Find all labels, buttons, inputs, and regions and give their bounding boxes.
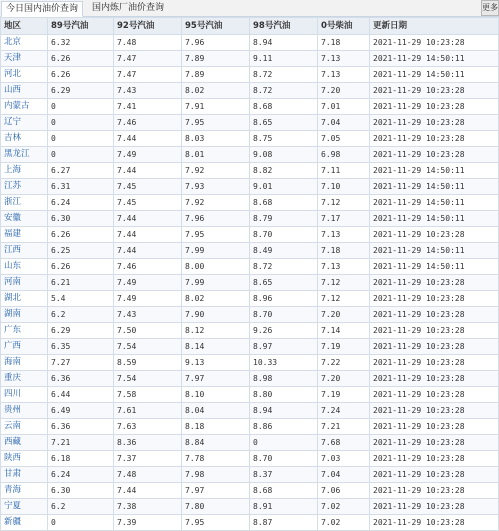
gasoline-89-cell: 6.26	[48, 67, 114, 83]
gasoline-95-cell: 7.99	[182, 243, 250, 259]
table-row	[1, 99, 499, 115]
header-gasoline-89: 89号汽油	[48, 18, 114, 35]
tab-refinery-oil-price[interactable]: 国内炼厂油价查询	[92, 3, 165, 13]
diesel-0-cell: 7.17	[318, 211, 370, 227]
gasoline-98-cell: 8.65	[250, 275, 318, 291]
gasoline-95-cell: 8.84	[182, 435, 250, 451]
region-cell[interactable]: 江西	[1, 243, 48, 259]
gasoline-95-cell: 7.98	[182, 467, 250, 483]
diesel-0-cell: 7.19	[318, 387, 370, 403]
gasoline-98-cell: 8.68	[250, 99, 318, 115]
region-cell[interactable]: 辽宁	[1, 115, 48, 131]
table-row	[1, 131, 499, 147]
region-cell[interactable]: 甘肃	[1, 467, 48, 483]
gasoline-98-cell: 8.87	[250, 515, 318, 531]
table-row	[1, 499, 499, 515]
table-row	[1, 275, 499, 291]
gasoline-95-cell: 7.97	[182, 371, 250, 387]
table-row	[1, 163, 499, 179]
gasoline-92-cell: 7.37	[114, 451, 182, 467]
region-cell[interactable]: 江苏	[1, 179, 48, 195]
tab-bar	[0, 0, 499, 17]
table-row	[1, 323, 499, 339]
gasoline-95-cell: 8.03	[182, 131, 250, 147]
region-cell[interactable]: 吉林	[1, 131, 48, 147]
gasoline-92-cell: 7.49	[114, 147, 182, 163]
region-cell[interactable]: 云南	[1, 419, 48, 435]
gasoline-98-cell: 8.70	[250, 451, 318, 467]
table-row	[1, 483, 499, 499]
tab-domestic-oil-price[interactable]: 今日国内油价查询	[1, 1, 83, 17]
update-date-cell: 2021-11-29 14:50:11	[370, 179, 499, 195]
oil-price-table	[0, 17, 499, 531]
region-cell[interactable]: 内蒙古	[1, 99, 48, 115]
header-diesel-0: 0号柴油	[318, 18, 370, 35]
gasoline-95-cell: 8.01	[182, 147, 250, 163]
table-row	[1, 51, 499, 67]
gasoline-89-cell: 6.30	[48, 211, 114, 227]
diesel-0-cell: 7.20	[318, 371, 370, 387]
diesel-0-cell: 7.21	[318, 419, 370, 435]
gasoline-95-cell: 7.91	[182, 99, 250, 115]
diesel-0-cell: 7.13	[318, 227, 370, 243]
gasoline-89-cell: 6.36	[48, 419, 114, 435]
update-date-cell: 2021-11-29 10:23:28	[370, 387, 499, 403]
gasoline-95-cell: 7.95	[182, 227, 250, 243]
table-row	[1, 307, 499, 323]
gasoline-89-cell: 6.21	[48, 275, 114, 291]
gasoline-92-cell: 7.54	[114, 371, 182, 387]
table-row	[1, 35, 499, 51]
update-date-cell: 2021-11-29 14:50:11	[370, 195, 499, 211]
table-row	[1, 243, 499, 259]
diesel-0-cell: 7.06	[318, 483, 370, 499]
gasoline-95-cell: 7.96	[182, 35, 250, 51]
region-cell[interactable]: 北京	[1, 35, 48, 51]
region-cell[interactable]: 安徽	[1, 211, 48, 227]
update-date-cell: 2021-11-29 10:23:28	[370, 275, 499, 291]
gasoline-89-cell: 6.36	[48, 371, 114, 387]
update-date-cell: 2021-11-29 10:23:28	[370, 403, 499, 419]
gasoline-89-cell: 6.29	[48, 83, 114, 99]
header-update-date: 更新日期	[370, 18, 499, 35]
update-date-cell: 2021-11-29 10:23:28	[370, 147, 499, 163]
gasoline-89-cell: 6.26	[48, 259, 114, 275]
table-row	[1, 147, 499, 163]
update-date-cell: 2021-11-29 10:23:28	[370, 371, 499, 387]
gasoline-92-cell: 7.38	[114, 499, 182, 515]
gasoline-98-cell: 8.70	[250, 227, 318, 243]
gasoline-92-cell: 8.36	[114, 435, 182, 451]
gasoline-89-cell: 0	[48, 115, 114, 131]
gasoline-92-cell: 7.48	[114, 467, 182, 483]
region-cell[interactable]: 青海	[1, 483, 48, 499]
gasoline-92-cell: 7.46	[114, 259, 182, 275]
table-row	[1, 179, 499, 195]
gasoline-98-cell: 8.98	[250, 371, 318, 387]
region-cell[interactable]: 四川	[1, 387, 48, 403]
update-date-cell: 2021-11-29 10:23:28	[370, 35, 499, 51]
diesel-0-cell: 7.04	[318, 115, 370, 131]
gasoline-98-cell: 8.79	[250, 211, 318, 227]
region-cell[interactable]: 贵州	[1, 403, 48, 419]
gasoline-95-cell: 7.95	[182, 515, 250, 531]
diesel-0-cell: 7.19	[318, 339, 370, 355]
table-row	[1, 467, 499, 483]
diesel-0-cell: 7.01	[318, 99, 370, 115]
diesel-0-cell: 7.12	[318, 275, 370, 291]
diesel-0-cell: 7.18	[318, 243, 370, 259]
update-date-cell: 2021-11-29 14:50:11	[370, 243, 499, 259]
gasoline-89-cell: 6.2	[48, 499, 114, 515]
update-date-cell: 2021-11-29 10:23:28	[370, 99, 499, 115]
gasoline-95-cell: 8.18	[182, 419, 250, 435]
gasoline-92-cell: 7.61	[114, 403, 182, 419]
gasoline-95-cell: 9.13	[182, 355, 250, 371]
update-date-cell: 2021-11-29 14:50:11	[370, 51, 499, 67]
region-cell[interactable]: 山东	[1, 259, 48, 275]
table-row	[1, 227, 499, 243]
gasoline-92-cell: 7.49	[114, 275, 182, 291]
update-date-cell: 2021-11-29 10:23:28	[370, 515, 499, 531]
gasoline-89-cell: 6.24	[48, 195, 114, 211]
gasoline-95-cell: 8.04	[182, 403, 250, 419]
diesel-0-cell: 7.04	[318, 467, 370, 483]
gasoline-95-cell: 7.96	[182, 211, 250, 227]
gasoline-98-cell: 8.94	[250, 35, 318, 51]
table-row	[1, 515, 499, 531]
gasoline-98-cell: 8.94	[250, 403, 318, 419]
region-cell[interactable]: 黑龙江	[1, 147, 48, 163]
gasoline-89-cell: 6.24	[48, 467, 114, 483]
gasoline-98-cell: 9.08	[250, 147, 318, 163]
gasoline-95-cell: 7.99	[182, 275, 250, 291]
region-cell[interactable]: 山西	[1, 83, 48, 99]
table-row	[1, 403, 499, 419]
gasoline-92-cell: 7.47	[114, 67, 182, 83]
region-cell[interactable]: 西藏	[1, 435, 48, 451]
gasoline-95-cell: 7.95	[182, 115, 250, 131]
gasoline-92-cell: 7.44	[114, 227, 182, 243]
gasoline-89-cell: 0	[48, 99, 114, 115]
gasoline-98-cell: 8.65	[250, 115, 318, 131]
gasoline-92-cell: 7.63	[114, 419, 182, 435]
gasoline-92-cell: 7.49	[114, 291, 182, 307]
gasoline-92-cell: 7.44	[114, 243, 182, 259]
gasoline-95-cell: 8.14	[182, 339, 250, 355]
update-date-cell: 2021-11-29 10:23:28	[370, 419, 499, 435]
region-cell[interactable]: 湖南	[1, 307, 48, 323]
gasoline-89-cell: 6.31	[48, 179, 114, 195]
update-date-cell: 2021-11-29 10:23:28	[370, 131, 499, 147]
table-row	[1, 355, 499, 371]
region-cell[interactable]: 湖北	[1, 291, 48, 307]
update-date-cell: 2021-11-29 10:23:28	[370, 435, 499, 451]
gasoline-95-cell: 7.89	[182, 67, 250, 83]
diesel-0-cell: 7.22	[318, 355, 370, 371]
gasoline-89-cell: 6.44	[48, 387, 114, 403]
gasoline-89-cell: 6.26	[48, 51, 114, 67]
gasoline-92-cell: 7.43	[114, 83, 182, 99]
table-row	[1, 195, 499, 211]
update-date-cell: 2021-11-29 10:23:28	[370, 451, 499, 467]
gasoline-92-cell: 7.45	[114, 179, 182, 195]
update-date-cell: 2021-11-29 10:23:28	[370, 339, 499, 355]
update-date-cell: 2021-11-29 10:23:28	[370, 323, 499, 339]
gasoline-98-cell: 8.91	[250, 499, 318, 515]
diesel-0-cell: 7.20	[318, 83, 370, 99]
gasoline-98-cell: 8.97	[250, 339, 318, 355]
diesel-0-cell: 7.68	[318, 435, 370, 451]
diesel-0-cell: 7.02	[318, 499, 370, 515]
gasoline-89-cell: 6.49	[48, 403, 114, 419]
gasoline-95-cell: 8.12	[182, 323, 250, 339]
gasoline-98-cell: 8.72	[250, 67, 318, 83]
region-cell[interactable]: 上海	[1, 163, 48, 179]
table-row	[1, 83, 499, 99]
gasoline-95-cell: 8.02	[182, 83, 250, 99]
gasoline-92-cell: 7.58	[114, 387, 182, 403]
diesel-0-cell: 7.05	[318, 131, 370, 147]
gasoline-89-cell: 6.30	[48, 483, 114, 499]
gasoline-98-cell: 8.96	[250, 291, 318, 307]
update-date-cell: 2021-11-29 14:50:11	[370, 67, 499, 83]
table-row	[1, 211, 499, 227]
region-cell[interactable]: 广东	[1, 323, 48, 339]
table-row	[1, 387, 499, 403]
gasoline-92-cell: 7.43	[114, 307, 182, 323]
gasoline-89-cell: 6.26	[48, 227, 114, 243]
more-button[interactable]: 更多	[481, 0, 499, 16]
update-date-cell: 2021-11-29 10:23:28	[370, 483, 499, 499]
gasoline-98-cell: 8.82	[250, 163, 318, 179]
gasoline-98-cell: 0	[250, 435, 318, 451]
gasoline-89-cell: 0	[48, 131, 114, 147]
gasoline-98-cell: 8.68	[250, 195, 318, 211]
header-gasoline-92: 92号汽油	[114, 18, 182, 35]
region-cell[interactable]: 宁夏	[1, 499, 48, 515]
gasoline-92-cell: 7.44	[114, 211, 182, 227]
region-cell[interactable]: 重庆	[1, 371, 48, 387]
gasoline-95-cell: 8.02	[182, 291, 250, 307]
diesel-0-cell: 7.14	[318, 323, 370, 339]
diesel-0-cell: 7.11	[318, 163, 370, 179]
gasoline-92-cell: 7.44	[114, 483, 182, 499]
gasoline-98-cell: 8.72	[250, 259, 318, 275]
region-cell[interactable]: 陕西	[1, 451, 48, 467]
gasoline-92-cell: 7.39	[114, 515, 182, 531]
table-row	[1, 419, 499, 435]
gasoline-98-cell: 10.33	[250, 355, 318, 371]
gasoline-92-cell: 7.41	[114, 99, 182, 115]
diesel-0-cell: 7.13	[318, 51, 370, 67]
diesel-0-cell: 7.13	[318, 67, 370, 83]
gasoline-98-cell: 8.72	[250, 83, 318, 99]
gasoline-89-cell: 6.18	[48, 451, 114, 467]
diesel-0-cell: 7.10	[318, 179, 370, 195]
header-gasoline-95: 95号汽油	[182, 18, 250, 35]
region-cell[interactable]: 广西	[1, 339, 48, 355]
gasoline-92-cell: 7.46	[114, 115, 182, 131]
region-cell[interactable]: 天津	[1, 51, 48, 67]
gasoline-95-cell: 7.80	[182, 499, 250, 515]
update-date-cell: 2021-11-29 10:23:28	[370, 291, 499, 307]
region-cell[interactable]: 浙江	[1, 195, 48, 211]
update-date-cell: 2021-11-29 14:50:11	[370, 259, 499, 275]
diesel-0-cell: 7.03	[318, 451, 370, 467]
gasoline-89-cell: 6.29	[48, 323, 114, 339]
gasoline-98-cell: 8.37	[250, 467, 318, 483]
gasoline-92-cell: 7.45	[114, 195, 182, 211]
table-row	[1, 115, 499, 131]
update-date-cell: 2021-11-29 10:23:28	[370, 227, 499, 243]
gasoline-95-cell: 8.00	[182, 259, 250, 275]
table-row	[1, 291, 499, 307]
gasoline-95-cell: 7.92	[182, 163, 250, 179]
gasoline-95-cell: 7.90	[182, 307, 250, 323]
gasoline-92-cell: 7.44	[114, 163, 182, 179]
gasoline-95-cell: 7.93	[182, 179, 250, 195]
gasoline-98-cell: 8.80	[250, 387, 318, 403]
update-date-cell: 2021-11-29 14:50:11	[370, 211, 499, 227]
gasoline-89-cell: 5.4	[48, 291, 114, 307]
diesel-0-cell: 7.12	[318, 195, 370, 211]
diesel-0-cell: 7.12	[318, 291, 370, 307]
diesel-0-cell: 7.24	[318, 403, 370, 419]
diesel-0-cell: 7.13	[318, 259, 370, 275]
region-cell[interactable]: 新疆	[1, 515, 48, 531]
gasoline-98-cell: 8.49	[250, 243, 318, 259]
gasoline-95-cell: 8.10	[182, 387, 250, 403]
gasoline-95-cell: 7.92	[182, 195, 250, 211]
gasoline-95-cell: 7.89	[182, 51, 250, 67]
gasoline-89-cell: 6.2	[48, 307, 114, 323]
gasoline-98-cell: 8.86	[250, 419, 318, 435]
update-date-cell: 2021-11-29 14:50:11	[370, 163, 499, 179]
diesel-0-cell: 7.18	[318, 35, 370, 51]
region-cell[interactable]: 海南	[1, 355, 48, 371]
update-date-cell: 2021-11-29 10:23:28	[370, 467, 499, 483]
gasoline-98-cell: 8.70	[250, 307, 318, 323]
diesel-0-cell: 7.20	[318, 307, 370, 323]
table-row	[1, 435, 499, 451]
gasoline-92-cell: 7.54	[114, 339, 182, 355]
gasoline-98-cell: 9.26	[250, 323, 318, 339]
diesel-0-cell: 6.98	[318, 147, 370, 163]
region-cell[interactable]: 河北	[1, 67, 48, 83]
table-row	[1, 451, 499, 467]
header-region: 地区	[1, 18, 48, 35]
gasoline-92-cell: 7.50	[114, 323, 182, 339]
gasoline-89-cell: 6.27	[48, 163, 114, 179]
update-date-cell: 2021-11-29 10:23:28	[370, 115, 499, 131]
region-cell[interactable]: 福建	[1, 227, 48, 243]
region-cell[interactable]: 河南	[1, 275, 48, 291]
gasoline-92-cell: 7.44	[114, 131, 182, 147]
gasoline-89-cell: 6.35	[48, 339, 114, 355]
gasoline-89-cell: 7.27	[48, 355, 114, 371]
header-gasoline-98: 98号汽油	[250, 18, 318, 35]
gasoline-89-cell: 7.21	[48, 435, 114, 451]
gasoline-98-cell: 9.11	[250, 51, 318, 67]
update-date-cell: 2021-11-29 10:23:28	[370, 355, 499, 371]
gasoline-98-cell: 9.01	[250, 179, 318, 195]
gasoline-89-cell: 0	[48, 147, 114, 163]
diesel-0-cell: 7.02	[318, 515, 370, 531]
gasoline-95-cell: 7.97	[182, 483, 250, 499]
gasoline-98-cell: 8.75	[250, 131, 318, 147]
gasoline-95-cell: 7.78	[182, 451, 250, 467]
table-row	[1, 259, 499, 275]
gasoline-89-cell: 0	[48, 515, 114, 531]
gasoline-98-cell: 8.68	[250, 483, 318, 499]
table-row	[1, 67, 499, 83]
gasoline-92-cell: 8.59	[114, 355, 182, 371]
table-row	[1, 371, 499, 387]
update-date-cell: 2021-11-29 10:23:28	[370, 83, 499, 99]
gasoline-92-cell: 7.47	[114, 51, 182, 67]
gasoline-92-cell: 7.48	[114, 35, 182, 51]
gasoline-89-cell: 6.32	[48, 35, 114, 51]
table-header-row	[1, 18, 499, 35]
table-row	[1, 339, 499, 355]
update-date-cell: 2021-11-29 10:23:28	[370, 499, 499, 515]
update-date-cell: 2021-11-29 10:23:28	[370, 307, 499, 323]
gasoline-89-cell: 6.25	[48, 243, 114, 259]
